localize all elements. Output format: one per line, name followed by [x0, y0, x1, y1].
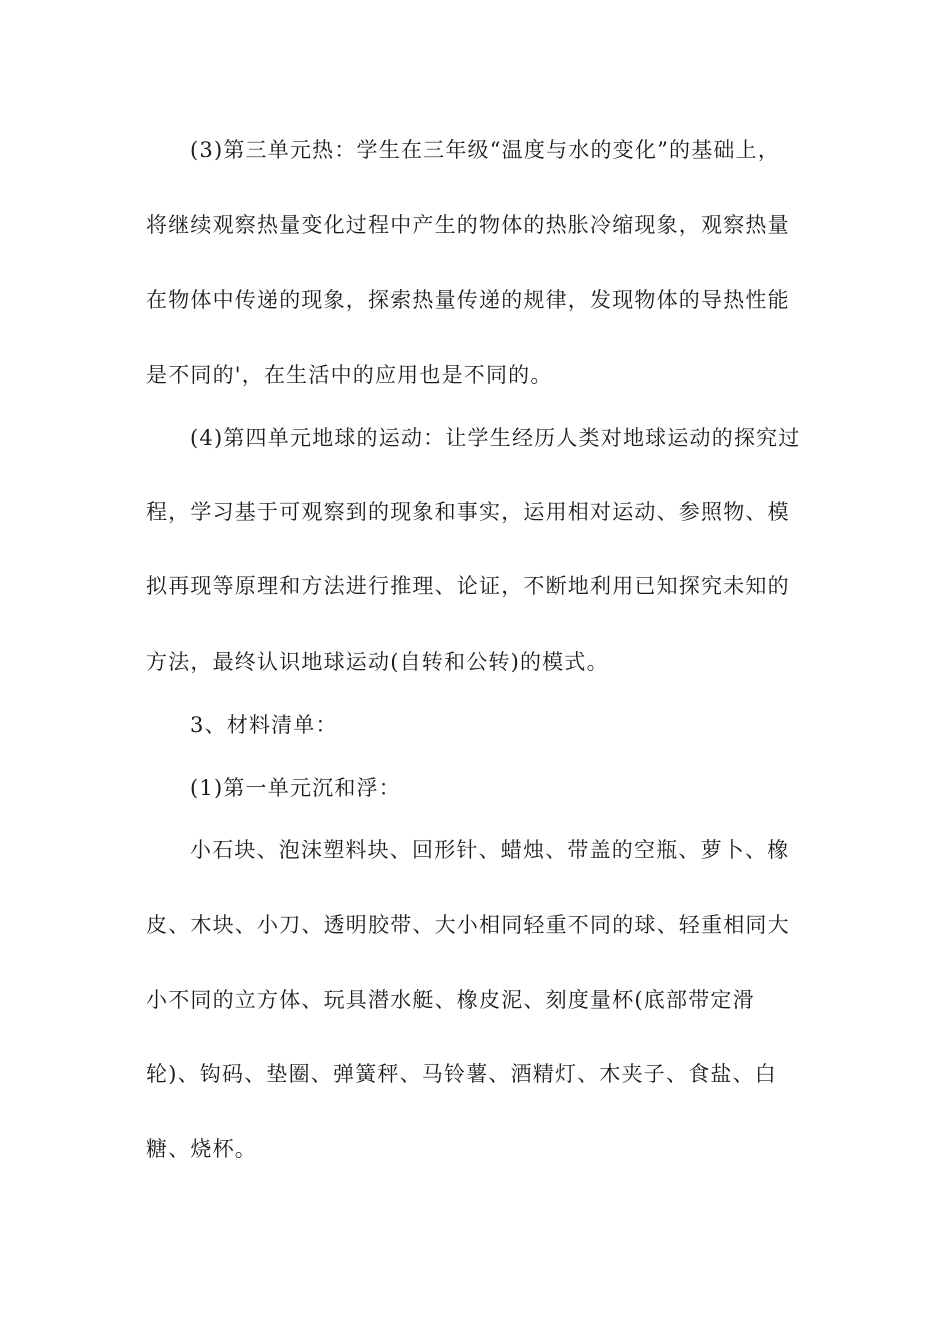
materials-list-line3: 小不同的立方体、玩具潜水艇、橡皮泥、刻度量杯(底部带定滑: [146, 988, 755, 1012]
section-heading-materials: 3、材料清单：: [190, 713, 338, 737]
subheading-unit1: (1)第一单元沉和浮：: [190, 776, 401, 800]
materials-list-line4: 轮)、钩码、垫圈、弹簧秤、马铃薯、酒精灯、木夹子、食盐、白: [146, 1062, 777, 1086]
paragraph-unit3-line3: 在物体中传递的现象，探索热量传递的规律，发现物体的导热性能: [146, 288, 790, 312]
paragraph-unit4-line2: 程，学习基于可观察到的现象和事实，运用相对运动、参照物、模: [146, 500, 790, 524]
paragraph-unit4-line3: 拟再现等原理和方法进行推理、论证，不断地利用已知探究未知的: [146, 574, 790, 598]
paragraph-unit4-line4: 方法，最终认识地球运动(自转和公转)的模式。: [146, 650, 609, 674]
paragraph-unit3-line2: 将继续观察热量变化过程中产生的物体的热胀冷缩现象，观察热量: [146, 213, 790, 237]
paragraph-unit4-line1: (4)第四单元地球的运动：让学生经历人类对地球运动的探究过: [190, 426, 801, 450]
materials-list-line2: 皮、木块、小刀、透明胶带、大小相同轻重不同的球、轻重相同大: [146, 913, 790, 937]
paragraph-unit3-line4: 是不同的'，在生活中的应用也是不同的。: [146, 363, 553, 387]
materials-list-line5: 糖、烧杯。: [146, 1137, 257, 1161]
paragraph-unit3-line1: (3)第三单元热：学生在三年级“温度与水的变化”的基础上，: [190, 138, 781, 162]
materials-list-line1: 小石块、泡沫塑料块、回形针、蜡烛、带盖的空瓶、萝卜、橡: [190, 838, 790, 862]
